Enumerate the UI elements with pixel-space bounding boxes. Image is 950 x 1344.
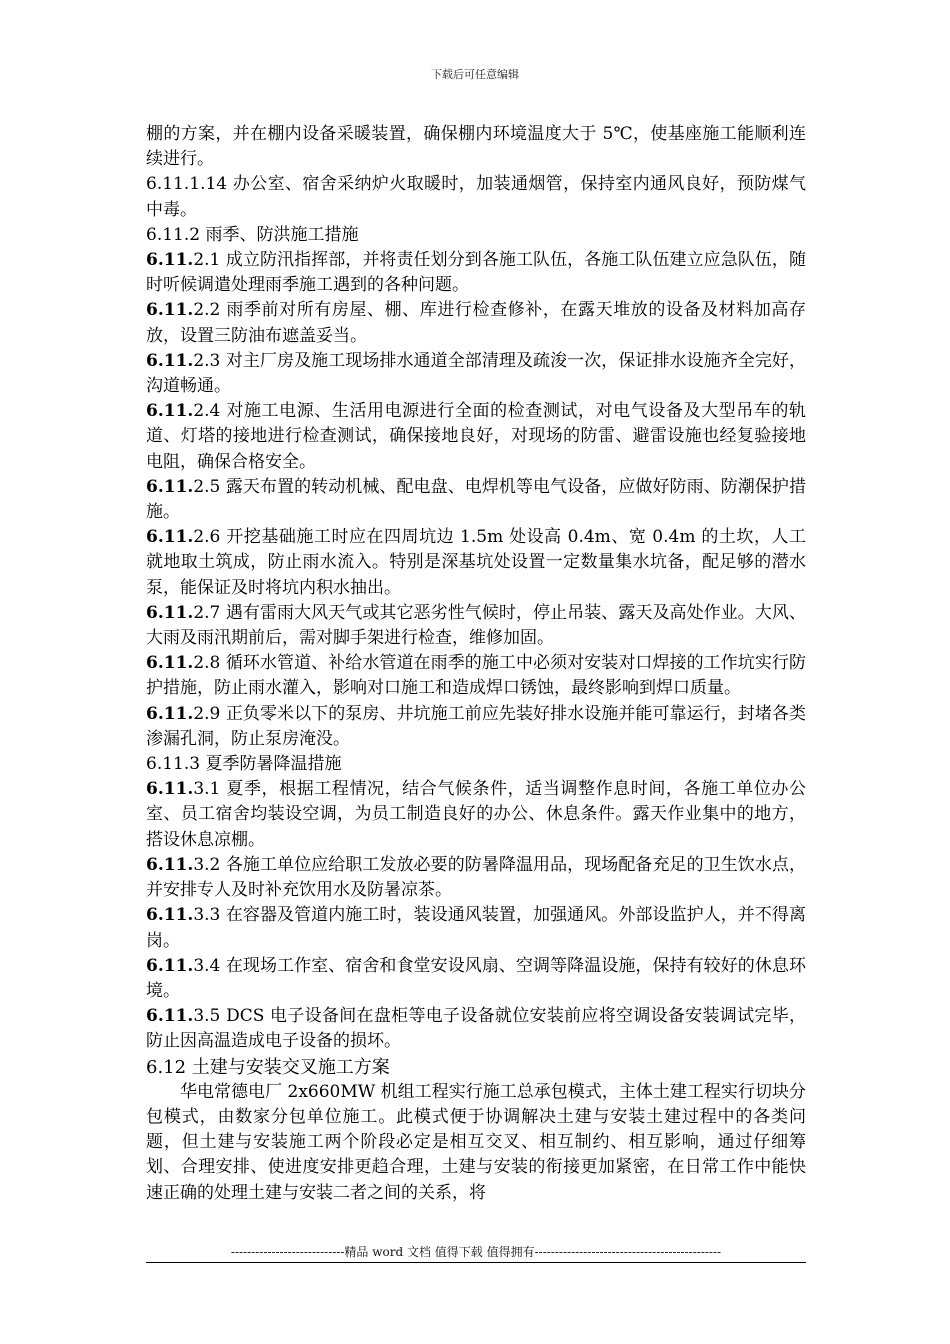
- paragraph-text: DCS 电子设备间在盘柜等电子设备就位安装前应将空调设备安装调试完毕，防止因高温造成电子设备的损坏。: [146, 1006, 806, 1052]
- paragraph-number-bold: 6.11.: [146, 955, 194, 976]
- paragraph-number: 6.11.3: [146, 754, 201, 775]
- page-header: 下载后可任意编辑: [431, 68, 519, 81]
- paragraph: [146, 172, 806, 222]
- paragraph: [146, 122, 806, 172]
- paragraph-number: 2.9: [193, 703, 221, 724]
- paragraph-number-bold: 6.11.: [146, 905, 194, 926]
- paragraph: [146, 601, 806, 651]
- paragraph-number: 2.5: [193, 476, 221, 497]
- paragraph-number: 2.1: [193, 250, 221, 271]
- paragraph-text: 夏季，根据工程情况，结合气候条件，适当调整作息时间，各施工单位办公室、员工宿舍均装设空调，为员工制造良好的办公、休息条件。露天作业集中的地方，搭设休息凉棚。: [146, 779, 806, 850]
- body-paragraph: 华电常德电厂 2x660MW 机组工程实行施工总承包模式，主体土建工程实行切块分包模式，由数家分包单位施工。此模式便于协调解决土建与安装土建过程中的各类问题，但土建与安装施工两个阶段必定是相互交叉、相互制约、相互影响，通过仔细筹划、合理安排、使进度安排更趋合理，土建与安装的衔接更加紧密，在日常工作中能快速正确的处理土建与安装二者之间的关系，将: [146, 1081, 806, 1203]
- paragraph: [146, 954, 806, 1004]
- paragraph-number-bold: 6.11.: [146, 779, 194, 800]
- paragraph-text: 雨季、防洪施工措施: [200, 224, 359, 245]
- paragraph-text: 正负零米以下的泵房、井坑施工前应先装好排水设施并能可靠运行，封堵各类渗漏孔洞，防止泵房淹没。: [146, 703, 806, 749]
- paragraph-text: 成立防汛指挥部，并将责任划分到各施工队伍，各施工队伍建立应急队伍，随时听候调遣处理雨季施工遇到的各种问题。: [146, 250, 806, 296]
- paragraph-number: 2.4: [193, 401, 221, 422]
- paragraph-number: 3.1: [193, 779, 221, 800]
- paragraph-number: 3.3: [193, 905, 221, 926]
- paragraph-number-bold: 6.11.: [146, 300, 194, 321]
- paragraph-number: 6.11.2: [146, 224, 201, 245]
- paragraph-text: 对施工电源、生活用电源进行全面的检查测试，对电气设备及大型吊车的轨道、灯塔的接地进行检查测试，确保接地良好，对现场的防雷、避雷设施也经复验接地电阻，确保合格安全。: [146, 401, 806, 472]
- paragraph-number: 6.11.1.14: [146, 174, 228, 195]
- document-body: [146, 122, 806, 1206]
- paragraph-number-bold: 6.11.: [146, 401, 194, 422]
- paragraph-text: 夏季防暑降温措施: [200, 754, 342, 775]
- paragraph-text: 开挖基础施工时应在四周坑边 1.5m 处设高 0.4m、宽 0.4m 的土坎，人工就地取土筑成，防止雨水流入。特别是深基坑处设置一定数量集水坑备，配足够的潜水泵，能保证及时将坑内积水抽出。: [146, 527, 806, 598]
- page-footer: ----------------------------精品 word 文档 值得下载 值得拥有----------------------------------------------: [230, 1245, 722, 1259]
- paragraph-number-bold: 6.11.: [146, 653, 194, 674]
- paragraph-number: 2.2: [193, 300, 221, 321]
- paragraph-number: 3.2: [193, 854, 221, 875]
- paragraph-number: 2.6: [193, 527, 221, 548]
- paragraph: [146, 525, 806, 601]
- paragraph-text: 雨季前对所有房屋、棚、库进行检查修补，在露天堆放的设备及材料加高存放，设置三防油布遮盖妥当。: [146, 300, 806, 346]
- paragraph: [146, 399, 806, 475]
- paragraph-number-bold: 6.11.: [146, 602, 194, 623]
- paragraph-number-bold: 6.11.: [146, 250, 194, 271]
- paragraph-number: 3.5: [193, 1006, 221, 1027]
- paragraph-text: 在容器及管道内施工时，装设通风装置，加强通风。外部设监护人，并不得离岗。: [146, 905, 806, 951]
- paragraph-number-bold: 6.11.: [146, 1006, 194, 1027]
- paragraph-number: 3.4: [193, 955, 221, 976]
- paragraph: [146, 777, 806, 853]
- paragraph-text: 遇有雷雨大风天气或其它恶劣性气候时，停止吊装、露天及高处作业。大风、大雨及雨汛期前后，需对脚手架进行检查，维修加固。: [146, 602, 806, 649]
- paragraph: [146, 475, 806, 525]
- paragraph-number-bold: 6.11.: [146, 350, 194, 371]
- paragraph-text: 露天布置的转动机械、配电盘、电焊机等电气设备，应做好防雨、防潮保护措施。: [146, 476, 806, 523]
- paragraph-number: 2.7: [193, 602, 221, 623]
- paragraph-number-bold: 6.11.: [146, 476, 194, 497]
- paragraph-number: 2.3: [193, 350, 221, 371]
- paragraph: [146, 903, 806, 953]
- paragraph-text: 各施工单位应给职工发放必要的防暑降温用品，现场配备充足的卫生饮水点，并安排专人及时补充饮用水及防暑凉茶。: [146, 854, 806, 901]
- paragraph: [146, 298, 806, 348]
- paragraph-text: 对主厂房及施工现场排水通道全部清理及疏浚一次，保证排水设施齐全完好，沟道畅通。: [146, 350, 806, 397]
- paragraph: [146, 702, 806, 752]
- section-title: 6.12 土建与安装交叉施工方案: [146, 1056, 390, 1078]
- paragraph: [146, 349, 806, 399]
- paragraph-text: 办公室、宿舍采纳炉火取暖时，加装通烟管，保持室内通风良好，预防煤气中毒。: [146, 174, 806, 220]
- paragraph-text: 棚的方案，并在棚内设备采暖装置，确保棚内环境温度大于 5℃，使基座施工能顺利连续进行。: [146, 124, 806, 170]
- paragraph: [146, 248, 806, 298]
- paragraph-number: 2.8: [193, 653, 221, 674]
- paragraph: [146, 651, 806, 701]
- footer-rule: [146, 1262, 806, 1263]
- paragraph-number-bold: 6.11.: [146, 703, 194, 724]
- paragraph-number-bold: 6.11.: [146, 527, 194, 548]
- paragraph: [146, 853, 806, 903]
- paragraph: [146, 1004, 806, 1054]
- paragraph-text: 循环水管道、补给水管道在雨季的施工中必须对安装对口焊接的工作坑实行防护措施，防止雨水灌入，影响对口施工和造成焊口锈蚀，最终影响到焊口质量。: [146, 653, 806, 699]
- paragraph-number-bold: 6.11.: [146, 854, 194, 875]
- subsection-heading: [146, 752, 806, 777]
- subsection-heading: [146, 223, 806, 248]
- paragraph-text: 在现场工作室、宿舍和食堂安设风扇、空调等降温设施，保持有较好的休息环境。: [146, 955, 806, 1001]
